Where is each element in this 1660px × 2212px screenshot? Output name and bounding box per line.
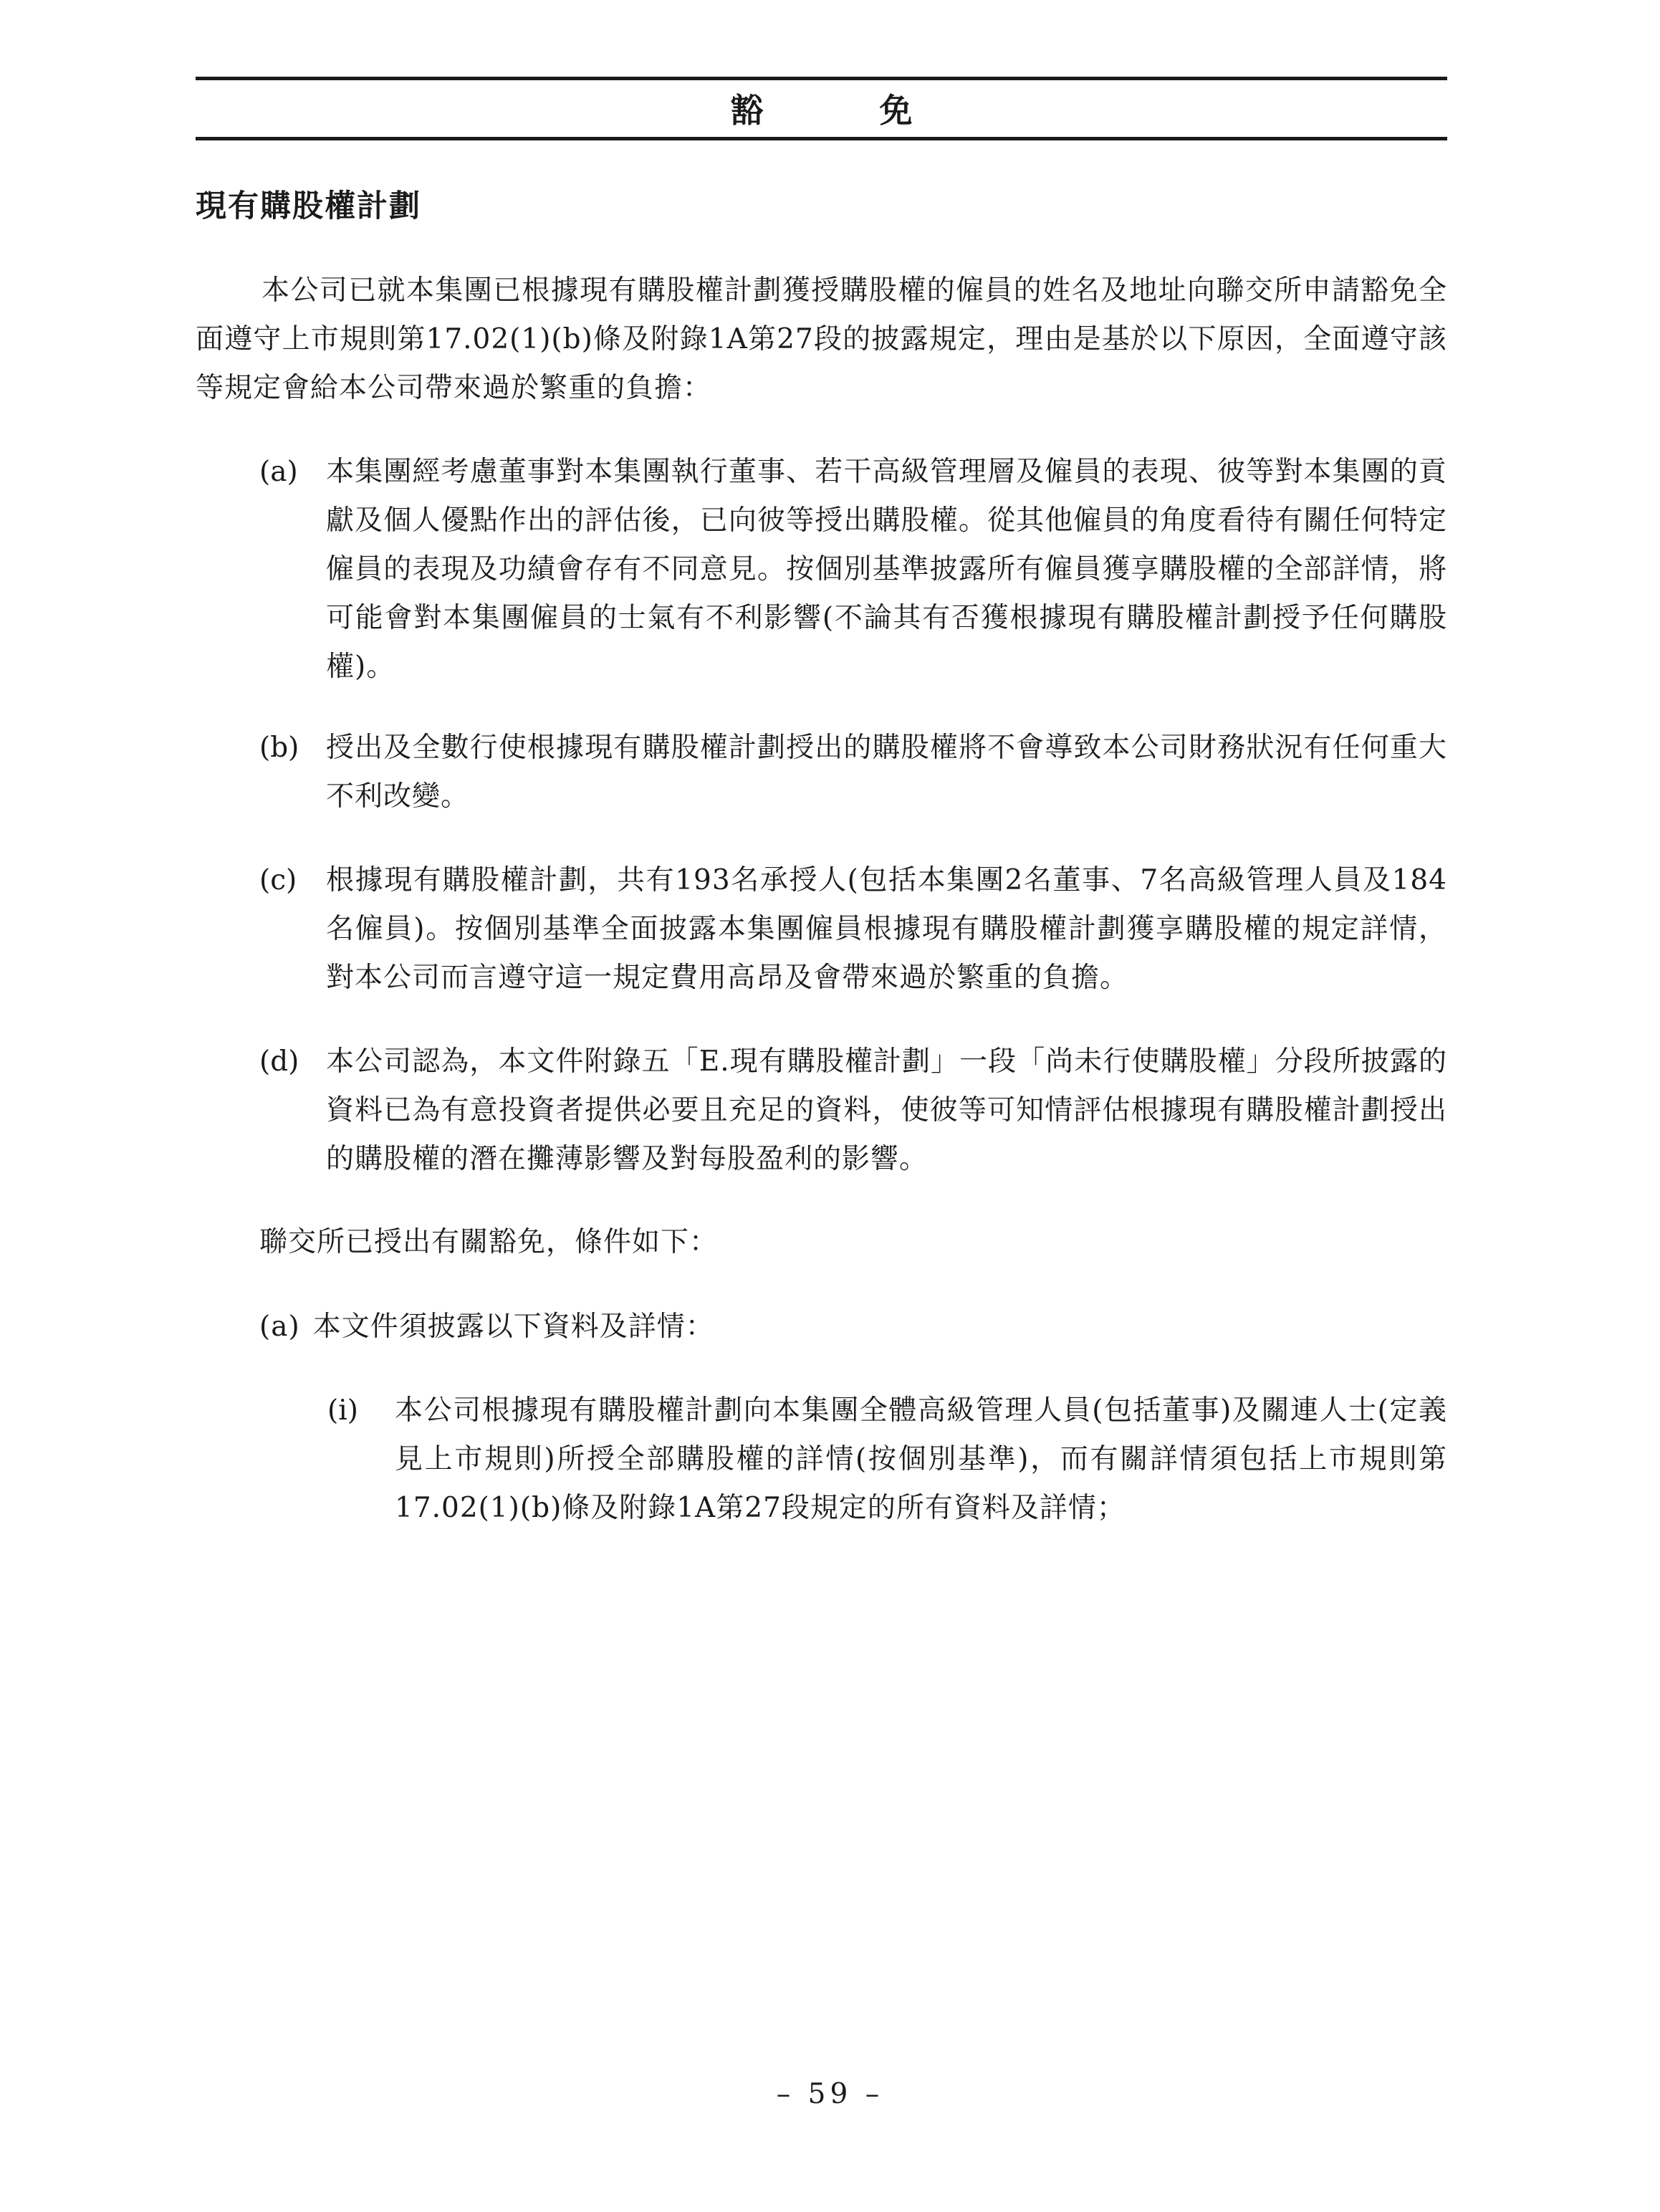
reason-marker: (b) — [259, 732, 299, 764]
reason-marker: (d) — [259, 1045, 299, 1078]
reason-marker: (a) — [259, 456, 298, 488]
reason-text: 本集團經考慮董事對本集團執行董事、若干高級管理層及僱員的表現、彼等對本集團的貢獻及個人優點作出的評估後，已向彼等授出購股權。從其他僱員的角度看待有關任何特定僱員的表現及功績會存有不同意見。按個別基準披露所有僱員獲享購股權的全部詳情，將可能會對本集團僱員的士氣有不利影響(不論其有否獲根據現有購股權計劃授予任何購股權)。 — [326, 456, 1447, 683]
sub-item-marker: (i) — [327, 1394, 358, 1427]
sub-item-text: 本公司根據現有購股權計劃向本集團全體高級管理人員(包括董事)及關連人士(定義見上市規則)所授全部購股權的詳情(按個別基準)，而有關詳情須包括上市規則第17.02(1)(b)條及附錄1A第27段規定的所有資料及詳情； — [395, 1394, 1447, 1524]
reason-marker: (c) — [259, 864, 297, 896]
reason-text: 本公司認為，本文件附錄五「E.現有購股權計劃」一段「尚未行使購股權」分段所披露的資料已為有意投資者提供必要且充足的資料，使彼等可知情評估根據現有購股權計劃授出的購股權的潛在攤薄影響及對每股盈利的影響。 — [326, 1045, 1447, 1175]
section-title: 現有購股權計劃 — [196, 188, 421, 224]
reason-text: 授出及全數行使根據現有購股權計劃授出的購股權將不會導致本公司財務狀況有任何重大不利改變。 — [326, 732, 1447, 813]
reason-text: 根據現有購股權計劃，共有193名承授人(包括本集團2名董事、7名高級管理人員及184名僱員)。按個別基準全面披露本集團僱員根據現有購股權計劃獲享購股權的規定詳情，對本公司而言遵守這一規定費用高昂及會帶來過於繁重的負擔。 — [326, 864, 1447, 994]
condition-text: 本文件須披露以下資料及詳情： — [312, 1311, 714, 1343]
header-bottom-rule — [196, 137, 1447, 140]
condition-marker: (a) — [259, 1311, 300, 1343]
page-heading: 豁 免 — [730, 91, 954, 130]
header-top-rule — [196, 77, 1447, 80]
condition-item-a — [259, 1303, 1447, 1351]
conditions-intro: 聯交所已授出有關豁免，條件如下： — [259, 1226, 719, 1258]
page-number: – 59 – — [776, 2078, 884, 2110]
intro-paragraph: 本公司已就本集團已根據現有購股權計劃獲授購股權的僱員的姓名及地址向聯交所申請豁免全面遵守上市規則第17.02(1)(b)條及附錄1A第27段的披露規定，理由是基於以下原因，全面遵守該等規定會給本公司帶來過於繁重的負擔： — [196, 274, 1447, 404]
